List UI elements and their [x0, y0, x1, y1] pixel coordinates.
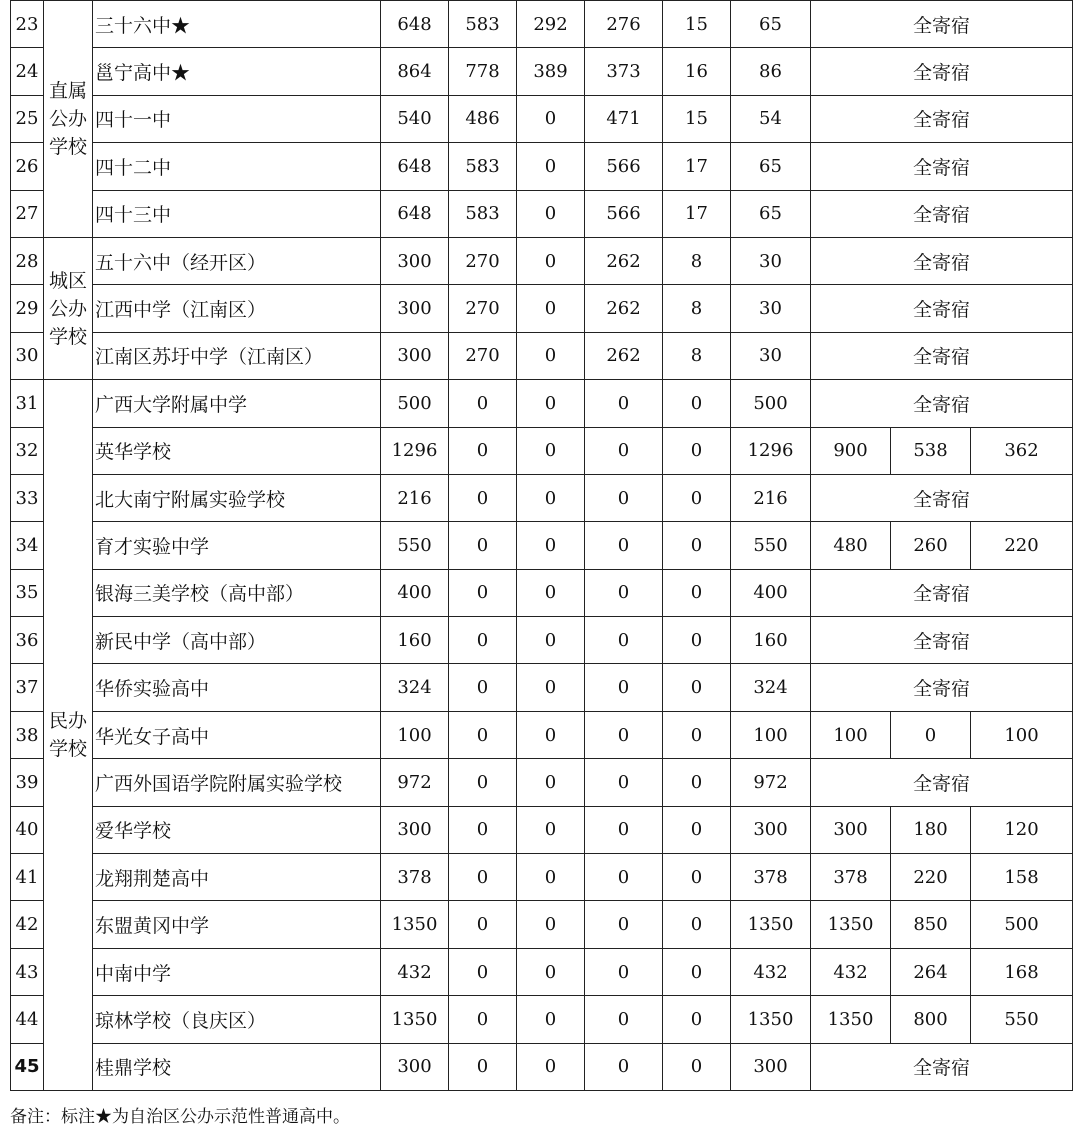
category-line: 学校	[48, 135, 87, 158]
row-number: 38	[11, 711, 44, 758]
row-number: 40	[11, 806, 44, 853]
value-cell: 0	[517, 1043, 585, 1090]
value-cell: 86	[731, 48, 811, 95]
school-name: 江南区苏圩中学（江南区）	[93, 332, 381, 379]
value-cell: 0	[517, 854, 585, 901]
school-name: 四十三中	[93, 190, 381, 237]
value-cell: 0	[585, 474, 663, 521]
value-cell: 0	[517, 522, 585, 569]
row-number: 44	[11, 996, 44, 1043]
row-number: 41	[11, 854, 44, 901]
value-cell: 0	[663, 996, 731, 1043]
enrollment-table	[10, 0, 1073, 1091]
value-cell: 262	[585, 332, 663, 379]
boarding-status: 全寄宿	[811, 759, 1073, 806]
value-cell: 648	[381, 1, 449, 48]
footnote: 备注：标注★为自治区公办示范性普通高中。	[10, 1107, 350, 1127]
value-cell: 0	[517, 996, 585, 1043]
value-cell: 1296	[381, 427, 449, 474]
boarding-split-cell: 850	[891, 901, 971, 948]
boarding-split-cell: 300	[811, 806, 891, 853]
boarding-split-cell: 158	[971, 854, 1073, 901]
boarding-split-cell: 180	[891, 806, 971, 853]
value-cell: 15	[663, 1, 731, 48]
row-number: 35	[11, 569, 44, 616]
value-cell: 0	[449, 522, 517, 569]
value-cell: 324	[381, 664, 449, 711]
value-cell: 550	[381, 522, 449, 569]
boarding-status: 全寄宿	[811, 95, 1073, 142]
value-cell: 0	[663, 948, 731, 995]
boarding-status: 全寄宿	[811, 569, 1073, 616]
boarding-split-cell: 168	[971, 948, 1073, 995]
value-cell: 0	[517, 237, 585, 284]
table-row	[11, 427, 1073, 474]
value-cell: 30	[731, 237, 811, 284]
value-cell: 550	[731, 522, 811, 569]
value-cell: 0	[585, 711, 663, 758]
table-row	[11, 285, 1073, 332]
value-cell: 0	[449, 806, 517, 853]
boarding-split-cell: 120	[971, 806, 1073, 853]
boarding-split-cell: 220	[971, 522, 1073, 569]
value-cell: 0	[449, 664, 517, 711]
school-name: 英华学校	[93, 427, 381, 474]
row-number: 33	[11, 474, 44, 521]
row-number: 43	[11, 948, 44, 995]
boarding-status: 全寄宿	[811, 143, 1073, 190]
value-cell: 0	[663, 569, 731, 616]
value-cell: 30	[731, 285, 811, 332]
value-cell: 0	[663, 380, 731, 427]
value-cell: 1296	[731, 427, 811, 474]
school-name: 琼林学校（良庆区）	[93, 996, 381, 1043]
value-cell: 17	[663, 143, 731, 190]
school-name: 龙翔荆楚高中	[93, 854, 381, 901]
value-cell: 300	[381, 332, 449, 379]
value-cell: 0	[663, 617, 731, 664]
row-number: 25	[11, 95, 44, 142]
row-number: 30	[11, 332, 44, 379]
boarding-split-cell: 800	[891, 996, 971, 1043]
value-cell: 583	[449, 190, 517, 237]
table-row	[11, 1043, 1073, 1090]
table-row	[11, 996, 1073, 1043]
table-row	[11, 569, 1073, 616]
value-cell: 583	[449, 1, 517, 48]
value-cell: 378	[731, 854, 811, 901]
value-cell: 0	[585, 427, 663, 474]
school-name: 银海三美学校（高中部）	[93, 569, 381, 616]
row-number: 42	[11, 901, 44, 948]
value-cell: 0	[663, 854, 731, 901]
value-cell: 0	[517, 427, 585, 474]
value-cell: 0	[585, 569, 663, 616]
value-cell: 0	[585, 759, 663, 806]
value-cell: 0	[517, 143, 585, 190]
school-name: 四十二中	[93, 143, 381, 190]
value-cell: 0	[663, 474, 731, 521]
value-cell: 0	[517, 95, 585, 142]
value-cell: 1350	[381, 901, 449, 948]
value-cell: 300	[381, 237, 449, 284]
value-cell: 0	[585, 380, 663, 427]
category-line: 公办	[48, 297, 87, 320]
value-cell: 292	[517, 1, 585, 48]
boarding-status: 全寄宿	[811, 380, 1073, 427]
value-cell: 16	[663, 48, 731, 95]
value-cell: 0	[663, 664, 731, 711]
school-name: 广西外国语学院附属实验学校	[93, 759, 381, 806]
value-cell: 0	[449, 380, 517, 427]
value-cell: 864	[381, 48, 449, 95]
value-cell: 324	[731, 664, 811, 711]
school-name: 中南中学	[93, 948, 381, 995]
value-cell: 300	[381, 285, 449, 332]
value-cell: 471	[585, 95, 663, 142]
school-name: 邕宁高中★	[93, 48, 381, 95]
value-cell: 778	[449, 48, 517, 95]
value-cell: 648	[381, 190, 449, 237]
boarding-split-cell: 432	[811, 948, 891, 995]
value-cell: 0	[517, 332, 585, 379]
row-number: 27	[11, 190, 44, 237]
category-line: 学校	[48, 325, 87, 348]
value-cell: 65	[731, 1, 811, 48]
boarding-split-cell: 260	[891, 522, 971, 569]
table-row	[11, 48, 1073, 95]
boarding-split-cell: 264	[891, 948, 971, 995]
value-cell: 30	[731, 332, 811, 379]
table-row	[11, 190, 1073, 237]
value-cell: 216	[381, 474, 449, 521]
value-cell: 17	[663, 190, 731, 237]
boarding-split-cell: 1350	[811, 901, 891, 948]
category-cell	[44, 380, 93, 1091]
value-cell: 0	[449, 759, 517, 806]
value-cell: 566	[585, 190, 663, 237]
value-cell: 648	[381, 143, 449, 190]
school-name: 东盟黄冈中学	[93, 901, 381, 948]
table-row	[11, 664, 1073, 711]
value-cell: 0	[449, 901, 517, 948]
value-cell: 972	[731, 759, 811, 806]
value-cell: 0	[517, 569, 585, 616]
value-cell: 389	[517, 48, 585, 95]
row-number: 45	[11, 1043, 44, 1090]
value-cell: 583	[449, 143, 517, 190]
value-cell: 0	[585, 854, 663, 901]
value-cell: 300	[381, 806, 449, 853]
value-cell: 566	[585, 143, 663, 190]
value-cell: 0	[517, 711, 585, 758]
table-row	[11, 380, 1073, 427]
value-cell: 300	[731, 1043, 811, 1090]
value-cell: 0	[449, 474, 517, 521]
boarding-status: 全寄宿	[811, 332, 1073, 379]
value-cell: 0	[663, 901, 731, 948]
value-cell: 0	[585, 901, 663, 948]
value-cell: 1350	[731, 996, 811, 1043]
row-number: 39	[11, 759, 44, 806]
row-number: 34	[11, 522, 44, 569]
table-row	[11, 332, 1073, 379]
boarding-status: 全寄宿	[811, 190, 1073, 237]
table-row	[11, 617, 1073, 664]
row-number: 23	[11, 1, 44, 48]
value-cell: 270	[449, 332, 517, 379]
row-number: 24	[11, 48, 44, 95]
school-name: 新民中学（高中部）	[93, 617, 381, 664]
boarding-split-cell: 378	[811, 854, 891, 901]
boarding-status: 全寄宿	[811, 1043, 1073, 1090]
value-cell: 54	[731, 95, 811, 142]
value-cell: 0	[449, 948, 517, 995]
boarding-status: 全寄宿	[811, 237, 1073, 284]
row-number: 36	[11, 617, 44, 664]
value-cell: 0	[663, 759, 731, 806]
boarding-status: 全寄宿	[811, 664, 1073, 711]
value-cell: 378	[381, 854, 449, 901]
boarding-split-cell: 480	[811, 522, 891, 569]
table-row	[11, 95, 1073, 142]
boarding-split-cell: 100	[971, 711, 1073, 758]
value-cell: 0	[517, 664, 585, 711]
value-cell: 0	[663, 522, 731, 569]
value-cell: 1350	[381, 996, 449, 1043]
value-cell: 0	[663, 427, 731, 474]
table-row	[11, 711, 1073, 758]
value-cell: 262	[585, 285, 663, 332]
table-row	[11, 143, 1073, 190]
boarding-split-cell: 220	[891, 854, 971, 901]
boarding-status: 全寄宿	[811, 474, 1073, 521]
row-number: 28	[11, 237, 44, 284]
table-row	[11, 759, 1073, 806]
boarding-status: 全寄宿	[811, 1, 1073, 48]
category-line: 直属	[48, 79, 87, 102]
value-cell: 0	[585, 617, 663, 664]
value-cell: 0	[517, 380, 585, 427]
boarding-split-cell: 1350	[811, 996, 891, 1043]
value-cell: 0	[517, 948, 585, 995]
school-name: 广西大学附属中学	[93, 380, 381, 427]
value-cell: 300	[731, 806, 811, 853]
category-line: 城区	[48, 269, 87, 292]
school-name: 江西中学（江南区）	[93, 285, 381, 332]
value-cell: 972	[381, 759, 449, 806]
boarding-split-cell: 100	[811, 711, 891, 758]
table-row	[11, 901, 1073, 948]
value-cell: 0	[517, 759, 585, 806]
school-name: 北大南宁附属实验学校	[93, 474, 381, 521]
value-cell: 270	[449, 237, 517, 284]
category-line: 公办	[48, 107, 87, 130]
table-row	[11, 1, 1073, 48]
value-cell: 65	[731, 143, 811, 190]
boarding-split-cell: 362	[971, 427, 1073, 474]
value-cell: 0	[585, 948, 663, 995]
value-cell: 8	[663, 237, 731, 284]
table-row	[11, 237, 1073, 284]
value-cell: 0	[585, 996, 663, 1043]
table-row	[11, 522, 1073, 569]
value-cell: 262	[585, 237, 663, 284]
value-cell: 8	[663, 285, 731, 332]
value-cell: 500	[381, 380, 449, 427]
row-number: 32	[11, 427, 44, 474]
table-body	[11, 1, 1073, 1091]
value-cell: 540	[381, 95, 449, 142]
value-cell: 0	[449, 1043, 517, 1090]
value-cell: 276	[585, 1, 663, 48]
value-cell: 0	[585, 664, 663, 711]
school-name: 五十六中（经开区）	[93, 237, 381, 284]
value-cell: 65	[731, 190, 811, 237]
value-cell: 0	[449, 427, 517, 474]
value-cell: 0	[663, 806, 731, 853]
value-cell: 0	[663, 1043, 731, 1090]
value-cell: 0	[449, 569, 517, 616]
school-name: 育才实验中学	[93, 522, 381, 569]
school-name: 华光女子高中	[93, 711, 381, 758]
value-cell: 270	[449, 285, 517, 332]
value-cell: 15	[663, 95, 731, 142]
boarding-split-cell: 550	[971, 996, 1073, 1043]
value-cell: 0	[449, 854, 517, 901]
school-name: 三十六中★	[93, 1, 381, 48]
value-cell: 0	[449, 996, 517, 1043]
table-row	[11, 854, 1073, 901]
value-cell: 0	[585, 806, 663, 853]
boarding-status: 全寄宿	[811, 285, 1073, 332]
table-row	[11, 806, 1073, 853]
school-name: 爱华学校	[93, 806, 381, 853]
value-cell: 400	[381, 569, 449, 616]
value-cell: 0	[517, 901, 585, 948]
value-cell: 160	[731, 617, 811, 664]
school-name: 华侨实验高中	[93, 664, 381, 711]
value-cell: 500	[731, 380, 811, 427]
value-cell: 0	[663, 711, 731, 758]
value-cell: 373	[585, 48, 663, 95]
value-cell: 300	[381, 1043, 449, 1090]
value-cell: 0	[517, 474, 585, 521]
boarding-split-cell: 900	[811, 427, 891, 474]
category-line: 学校	[48, 738, 87, 761]
category-cell	[44, 237, 93, 379]
value-cell: 0	[517, 806, 585, 853]
value-cell: 432	[381, 948, 449, 995]
value-cell: 1350	[731, 901, 811, 948]
value-cell: 0	[517, 190, 585, 237]
value-cell: 0	[449, 711, 517, 758]
value-cell: 0	[585, 522, 663, 569]
row-number: 26	[11, 143, 44, 190]
value-cell: 216	[731, 474, 811, 521]
boarding-split-cell: 538	[891, 427, 971, 474]
row-number: 29	[11, 285, 44, 332]
value-cell: 100	[731, 711, 811, 758]
value-cell: 160	[381, 617, 449, 664]
school-name: 桂鼎学校	[93, 1043, 381, 1090]
value-cell: 432	[731, 948, 811, 995]
table-row	[11, 948, 1073, 995]
value-cell: 100	[381, 711, 449, 758]
value-cell: 0	[449, 617, 517, 664]
value-cell: 486	[449, 95, 517, 142]
value-cell: 0	[517, 617, 585, 664]
boarding-split-cell: 0	[891, 711, 971, 758]
value-cell: 400	[731, 569, 811, 616]
table-row	[11, 474, 1073, 521]
boarding-status: 全寄宿	[811, 48, 1073, 95]
boarding-status: 全寄宿	[811, 617, 1073, 664]
value-cell: 0	[517, 285, 585, 332]
category-cell	[44, 1, 93, 238]
category-line: 民办	[48, 710, 87, 733]
row-number: 37	[11, 664, 44, 711]
value-cell: 8	[663, 332, 731, 379]
boarding-split-cell: 500	[971, 901, 1073, 948]
value-cell: 0	[585, 1043, 663, 1090]
school-name: 四十一中	[93, 95, 381, 142]
row-number: 31	[11, 380, 44, 427]
